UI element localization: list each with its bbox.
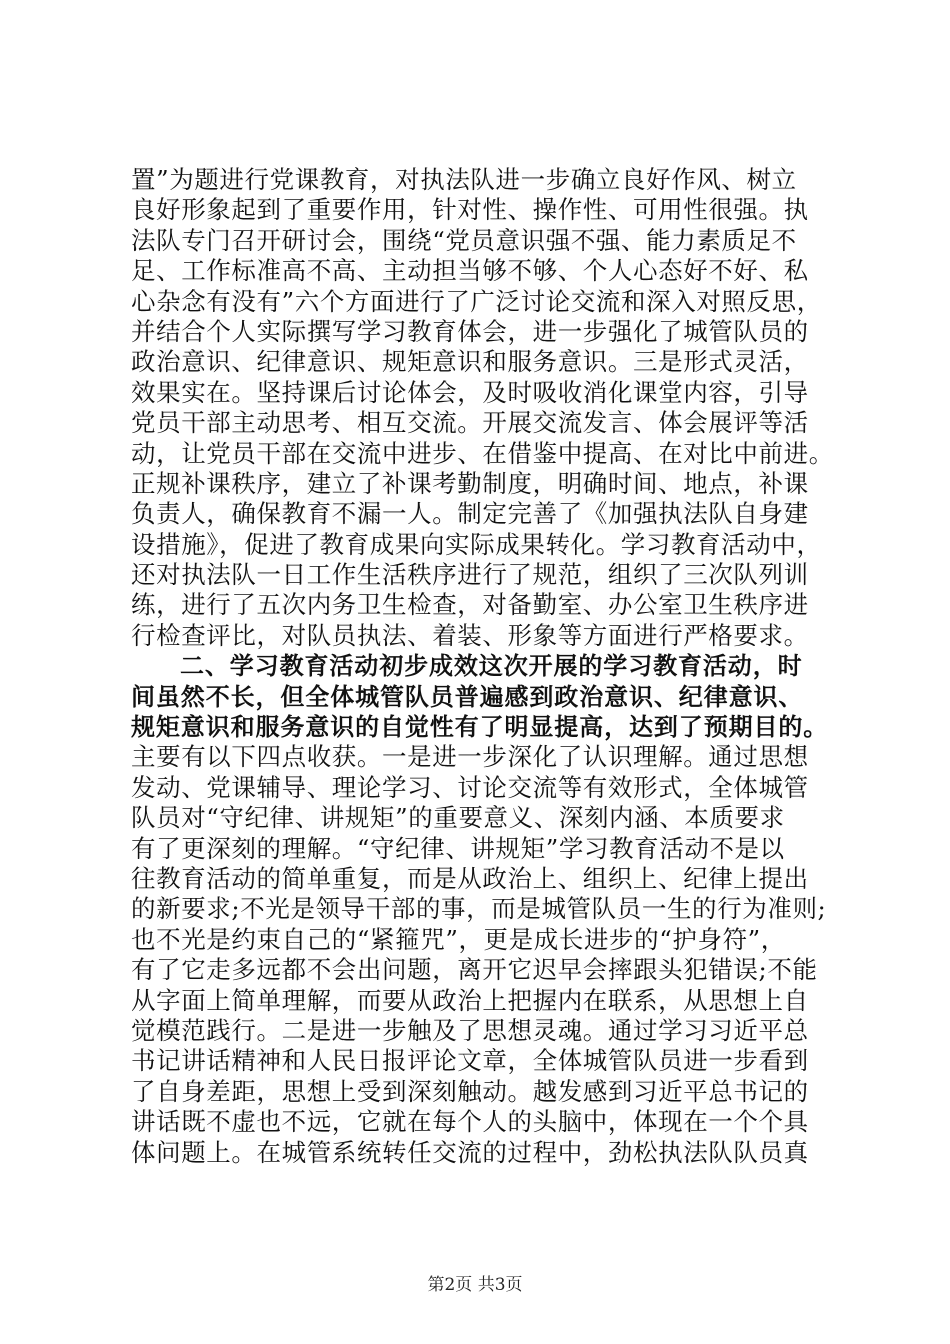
heading-text-line: 间虽然不长，但全体城管队员普遍感到政治意识、纪律意识、 <box>131 682 804 711</box>
body-text-line: 也不光是约束自己的“紧箍咒”，更是成长进步的“护身符”， <box>131 924 786 954</box>
body-text-line: 主要有以下四点收获。一是进一步深化了认识理解。通过思想 <box>131 742 809 772</box>
body-text-line: 有了它走多远都不会出问题，离开它迟早会摔跟头犯错误;不能 <box>131 955 818 985</box>
body-text-line: 往教育活动的简单重复，而是从政治上、组织上、纪律上提出 <box>131 863 809 893</box>
body-text-line: 讲话既不虚也不远，它就在每个人的头脑中，体现在一个个具 <box>131 1107 809 1137</box>
body-text-line: 党员干部主动思考、相互交流。开展交流发言、体会展评等活 <box>131 408 809 438</box>
document-body <box>131 165 836 1168</box>
body-text-line: 负责人，确保教育不漏一人。制定完善了《加强执法队自身建 <box>131 499 809 529</box>
body-text-line: 练，进行了五次内务卫生检查，对备勤室、办公室卫生秩序进 <box>131 590 809 620</box>
body-text-line: 并结合个人实际撰写学习教育体会，进一步强化了城管队员的 <box>131 316 809 346</box>
body-text-line: 觉模范践行。二是进一步触及了思想灵魂。通过学习习近平总 <box>131 1015 809 1045</box>
body-text-line: 足、工作标准高不高、主动担当够不够、个人心态好不好、私 <box>131 256 809 286</box>
body-text-line: 心杂念有没有”六个方面进行了广泛讨论交流和深入对照反思， <box>131 286 822 316</box>
body-text-line: 正规补课秩序，建立了补课考勤制度，明确时间、地点，补课 <box>131 468 809 498</box>
body-text-line: 行检查评比，对队员执法、着装、形象等方面进行严格要求。 <box>131 620 809 650</box>
body-text-line: 队员对“守纪律、讲规矩”的重要意义、深刻内涵、本质要求 <box>131 803 785 833</box>
body-text-line: 动，让党员干部在交流中进步、在借鉴中提高、在对比中前进。 <box>131 438 834 468</box>
heading-text-line: 规矩意识和服务意识的自觉性有了明显提高，达到了预期目的。 <box>131 713 829 742</box>
body-text-line: 发动、党课辅导、理论学习、讨论交流等有效形式，全体城管 <box>131 772 809 802</box>
body-text-line: 置”为题进行党课教育，对执法队进一步确立良好作风、树立 <box>131 165 797 194</box>
body-text-line: 有了更深刻的理解。“守纪律、讲规矩”学习教育活动不是以 <box>131 833 785 863</box>
body-text-line: 还对执法队一日工作生活秩序进行了规范，组织了三次队列训 <box>131 560 809 590</box>
body-text-line: 效果实在。坚持课后讨论体会，及时吸收消化课堂内容，引导 <box>131 377 809 407</box>
body-text-line: 良好形象起到了重要作用，针对性、操作性、可用性很强。执 <box>131 195 809 225</box>
body-text-line: 体问题上。在城管系统转任交流的过程中，劲松执法队队员真 <box>131 1137 809 1167</box>
body-text-line: 的新要求;不光是领导干部的事，而是城管队员一生的行为准则; <box>131 894 827 924</box>
body-text-line: 设措施》，促进了教育成果向实际成果转化。学习教育活动中， <box>131 529 822 559</box>
body-text-line: 了自身差距，思想上受到深刻触动。越发感到习近平总书记的 <box>131 1076 809 1106</box>
body-text-line: 从字面上简单理解，而要从政治上把握内在联系，从思想上自 <box>131 985 809 1015</box>
body-text-line: 书记讲话精神和人民日报评论文章，全体城管队员进一步看到 <box>131 1046 809 1076</box>
body-text-line: 政治意识、纪律意识、规矩意识和服务意识。三是形式灵活， <box>131 347 809 377</box>
heading-text-line: 二、学习教育活动初步成效这次开展的学习教育活动，时 <box>180 652 803 681</box>
body-text-line: 法队专门召开研讨会，围绕“党员意识强不强、能力素质足不 <box>131 225 797 255</box>
page-footer: 第2页 共3页 <box>427 1275 523 1295</box>
